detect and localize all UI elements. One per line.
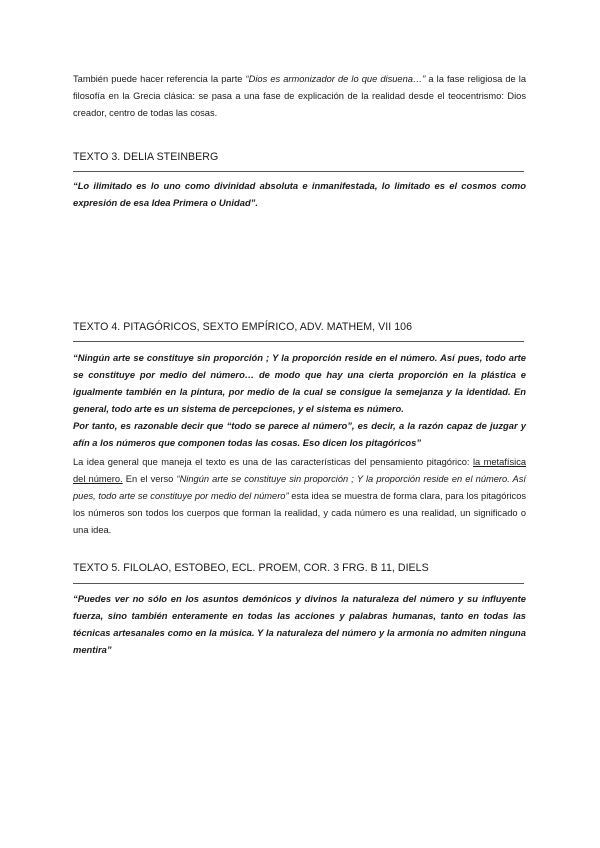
texto5-divider [73, 583, 524, 584]
texto3-heading: TEXTO 3. DELIA STEINBERG [73, 151, 219, 163]
texto4-quote-part1: “Ningún arte se constituye sin proporción ; Y la proporción reside en el número. Así pues, todo arte se constituye por medio del número… de modo que hay una cierta proporción en la plástica e igualmente también en la pintura, por medio de la cual se consigue la semejanza y la identidad. En general, todo arte es un sistema de percepciones, y el sistema es número. [73, 352, 526, 414]
texto4-commentary [73, 454, 526, 539]
texto3-divider [73, 171, 524, 172]
commentary-text-1: La idea general que maneja el texto es una de las características del pensamiento pitagórico: [73, 457, 473, 467]
intro-text-start: También puede hacer referencia la parte [73, 74, 246, 84]
commentary-text-3: esta idea se muestra de forma clara, para los pitagóricos los números son todos los cuerpos que forman la realidad, y cada número es una realidad, un significado o una idea. [73, 491, 527, 535]
texto5-quote: “Puedes ver no sólo en los asuntos demónicos y divinos la naturaleza del número y su influyente fuerza, sino también enteramente en todas las acciones y palabras humanas, tanto en todas las técnicas artesanales como en la música. Y la naturaleza del número y la armonía no admiten ninguna mentira” [73, 593, 526, 655]
texto4-quote-part2: Por tanto, es razonable decir que “todo se parece al número”, es decir, a la razón capaz de juzgar y afín a los números que componen todas las cosas. Eso dicen los pitagóricos” [73, 420, 526, 448]
texto4-divider [73, 341, 524, 342]
texto5-heading: TEXTO 5. FILOLAO, ESTOBEO, ECL. PROEM, COR. 3 FRG. B 11, DIELS [73, 562, 429, 574]
texto4-quote [73, 349, 526, 451]
texto4-heading: TEXTO 4. PITAGÓRICOS, SEXTO EMPÍRICO, ADV. MATHEM, VII 106 [73, 321, 413, 333]
intro-paragraph [73, 71, 526, 122]
intro-text-end: a la fase religiosa de la filosofía en la Grecia clásica: se pasa a una fase de explicación de la realidad desde el teocentrismo: Dios creador, centro de todas las cosas. [73, 74, 527, 118]
texto3-quote: “Lo ilimitado es lo uno como divinidad absoluta e inmanifestada, lo limitado es el cosmos como expresión de esa Idea Primera o Unidad”. [73, 180, 526, 208]
commentary-italic-quote: “Ningún arte se constituye sin proporción ; Y la proporción reside en el número. Así pues, todo arte se constituye por medio del número” [73, 474, 526, 501]
intro-italic-quote: “Dios es armonizador de lo que disuena…” [245, 74, 426, 84]
underlined-concept: la metafísica del número. [73, 457, 527, 484]
commentary-text-2: En el verso [122, 474, 177, 484]
